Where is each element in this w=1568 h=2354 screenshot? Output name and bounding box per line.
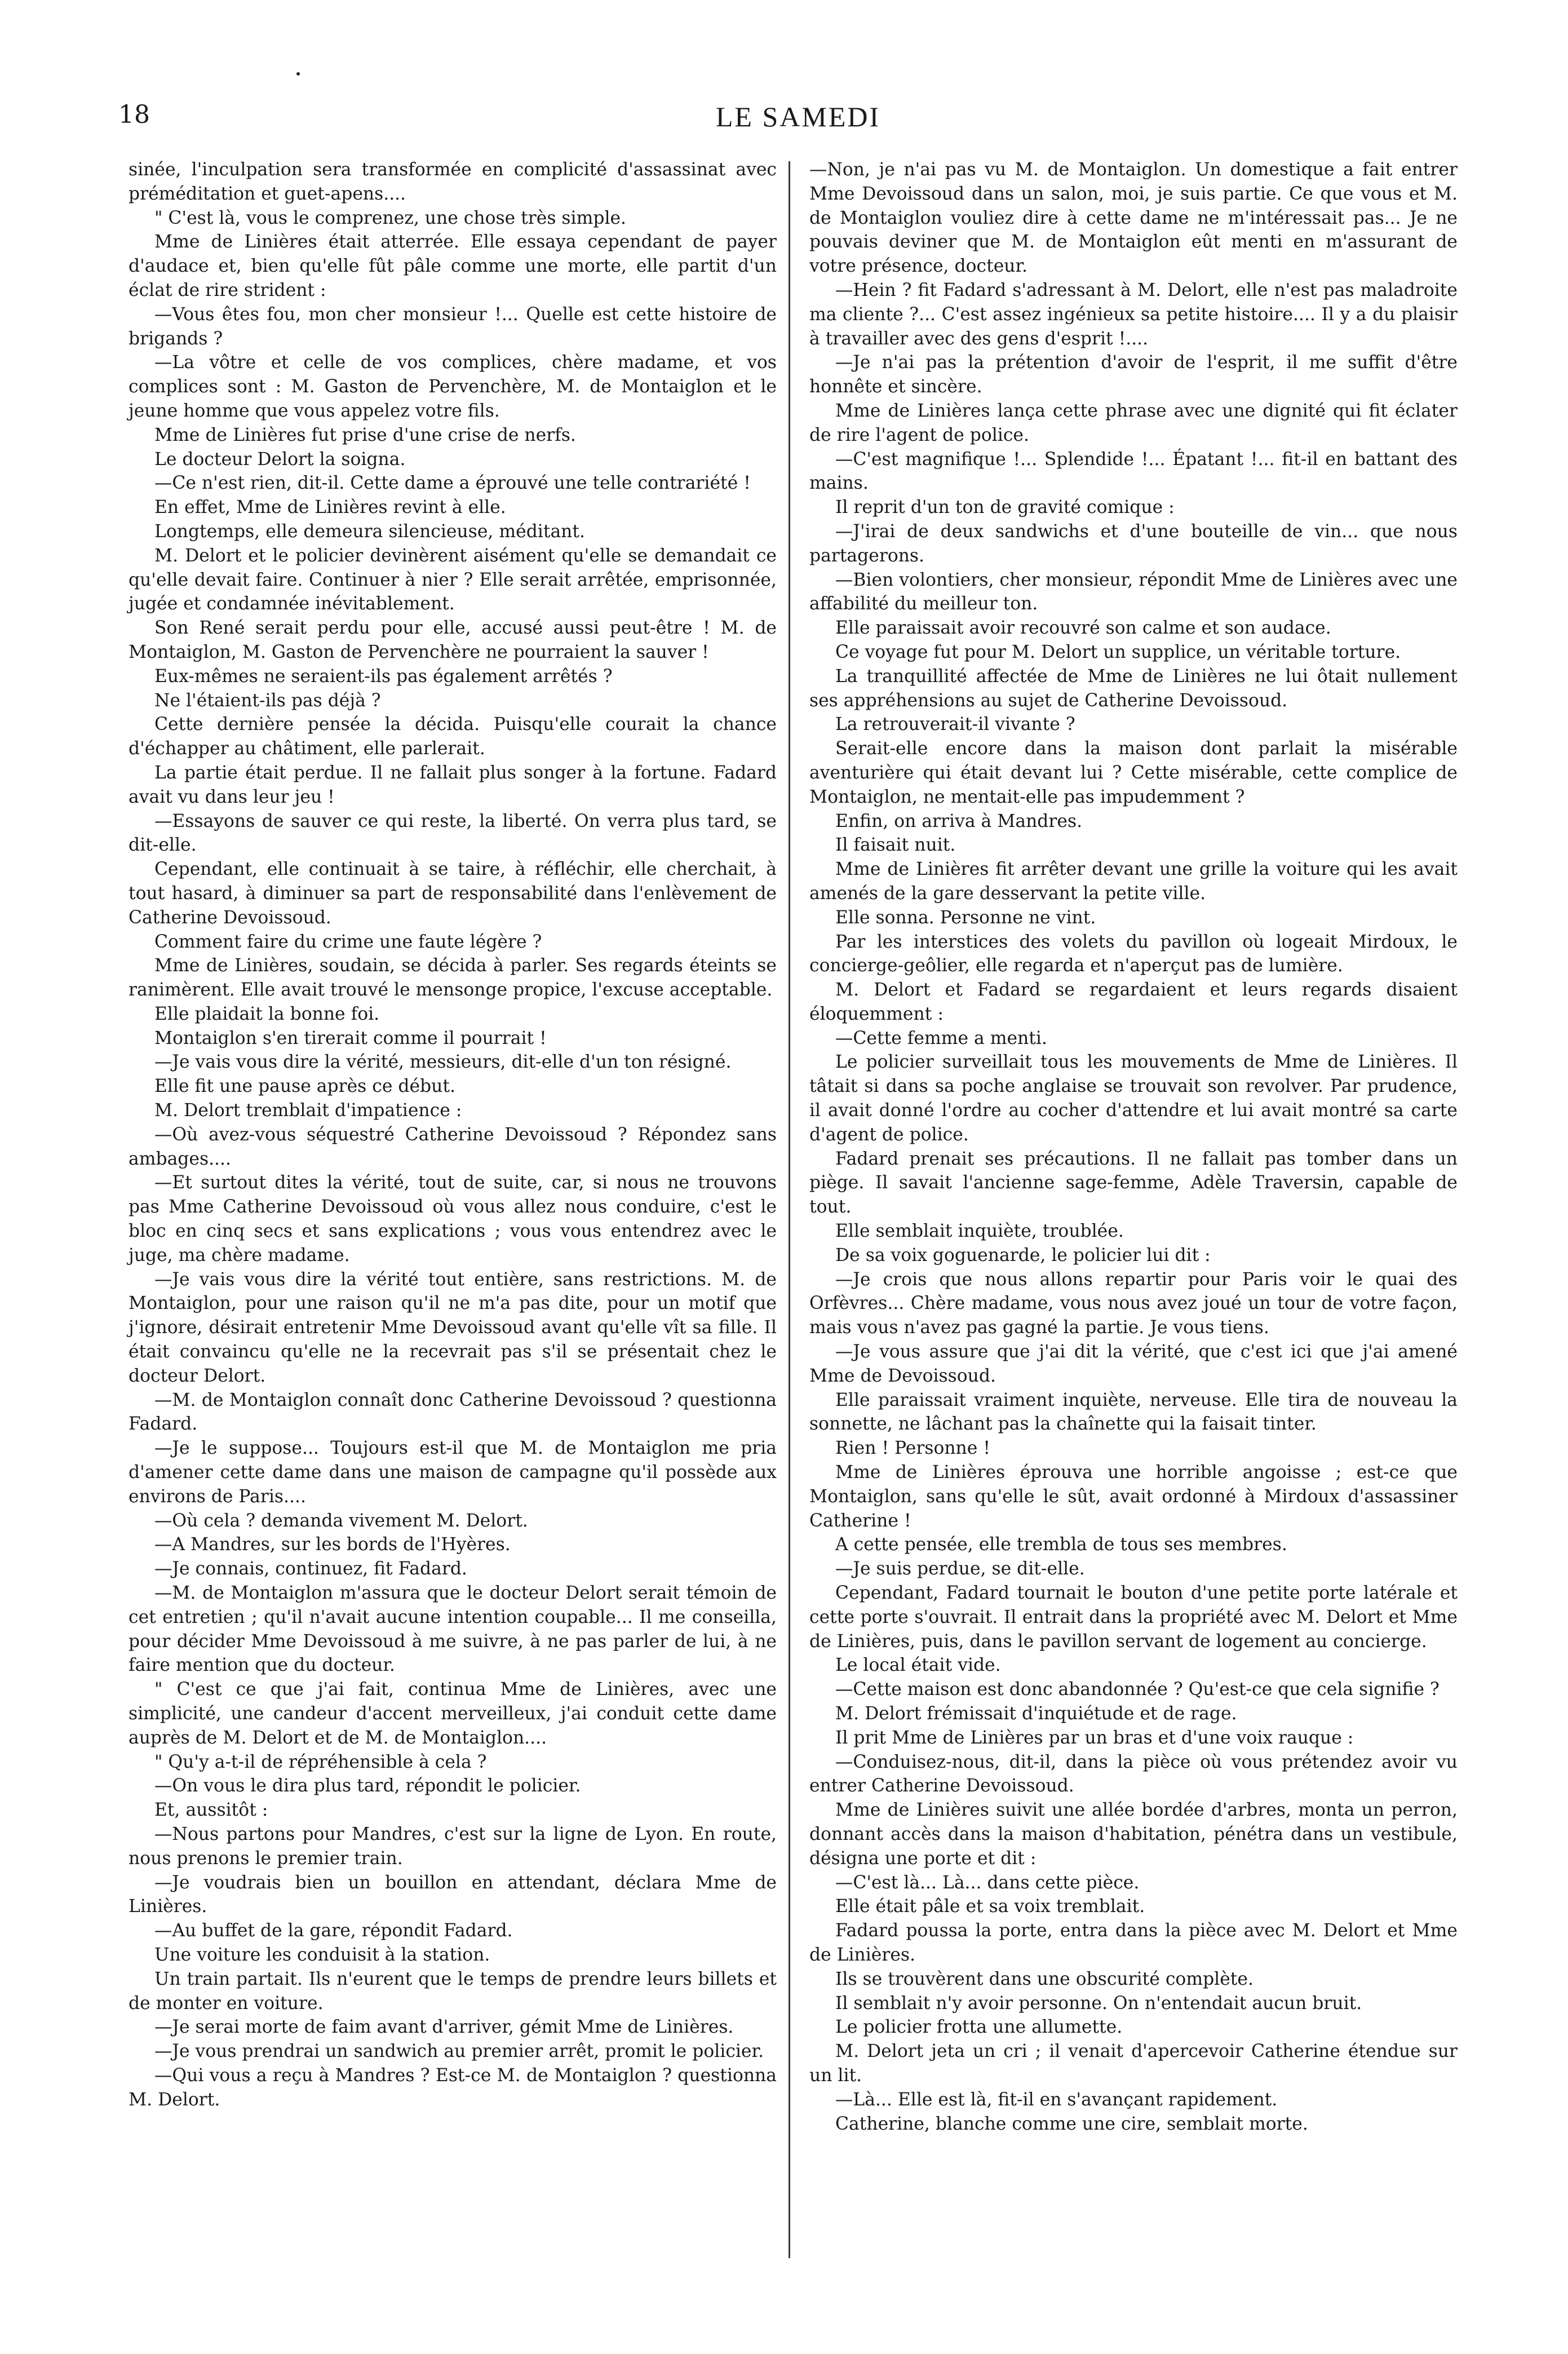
- paragraph: —Vous êtes fou, mon cher monsieur !... Quelle est cette histoire de brigands ?: [129, 304, 777, 349]
- paragraph: M. Delort et Fadard se regardaient et leurs regards disaient éloquemment :: [809, 980, 1458, 1024]
- paragraph: Ne l'étaient-ils pas déjà ?: [154, 690, 381, 711]
- paragraph: —Là... Elle est là, fit-il en s'avançant rapidement.: [835, 2089, 1278, 2110]
- paragraph: M. Delort et le policier devinèrent aisément qu'elle se demandait ce qu'elle devait faire. Continuer à nier ? Elle serait arrêtée, emprisonnée, jugée et condamnée inévitablement.: [129, 545, 777, 614]
- paragraph: —C'est là... Là... dans cette pièce.: [835, 1872, 1140, 1893]
- paragraph: Fadard poussa la porte, entra dans la pièce avec M. Delort et Mme de Linières.: [809, 1921, 1458, 1965]
- page-number: 18: [118, 100, 150, 129]
- paragraph: —A Mandres, sur les bords de l'Hyères.: [154, 1534, 511, 1555]
- paragraph: Un train partait. Ils n'eurent que le temps de prendre leurs billets et de monter en voiture.: [129, 1968, 777, 2014]
- paragraph: Montaiglon s'en tirerait comme il pourrait !: [154, 1028, 547, 1048]
- paragraph: " C'est là, vous le comprenez, une chose très simple.: [154, 207, 627, 228]
- paragraph: —Je vais vous dire la vérité, messieurs, dit-elle d'un ton résigné.: [154, 1052, 732, 1073]
- paragraph: Cependant, elle continuait à se taire, à réfléchir, elle cherchait, à tout hasard, à diminuer sa part de responsabilité dans l'enlèvement de Catherine Devoissoud.: [129, 859, 777, 928]
- paragraph: Cependant, Fadard tournait le bouton d'une petite porte latérale et cette porte s'ouvrait. Il entrait dans la propriété avec M. Delort et Mme de Linières, puis, dans le pavillon servant de logement au concierge.: [809, 1583, 1458, 1652]
- paragraph: —Au buffet de la gare, répondit Fadard.: [154, 1921, 513, 1941]
- paragraph: Le local était vide.: [835, 1655, 1001, 1676]
- paragraph: Il semblait n'y avoir personne. On n'entendait aucun bruit.: [835, 1993, 1362, 2014]
- paragraph: M. Delort tremblait d'impatience :: [154, 1100, 462, 1121]
- paragraph: Il prit Mme de Linières par un bras et d'une voix rauque :: [835, 1727, 1354, 1748]
- paragraph: Son René serait perdu pour elle, accusé aussi peut-être ! M. de Montaiglon, M. Gaston de Pervenchère ne pourraient la sauver !: [129, 618, 777, 662]
- paragraph: Catherine, blanche comme une cire, semblait morte.: [835, 2113, 1308, 2134]
- paragraph: Le policier frotta une allumette.: [835, 2017, 1123, 2038]
- paragraph: Elle plaidait la bonne foi.: [154, 1003, 380, 1024]
- paragraph: —Cette femme a menti.: [835, 1028, 1047, 1048]
- right-column: [809, 158, 1458, 2136]
- paragraph: —Nous partons pour Mandres, c'est sur la ligne de Lyon. En route, nous prenons le premier train.: [129, 1824, 777, 1869]
- paragraph: —Ce n'est rien, dit-il. Cette dame a éprouvé une telle contrariété !: [154, 473, 751, 494]
- paragraph: —Je vous assure que j'ai dit la vérité, que c'est ici que j'ai amené Mme de Devoissoud.: [809, 1342, 1458, 1386]
- paragraph: Le policier surveillait tous les mouvements de Mme de Linières. Il tâtait si dans sa poche anglaise se trouvait son revolver. Par prudence, il avait donné l'ordre au cocher d'attendre et lui avait montré sa carte d'agent de police.: [809, 1052, 1458, 1145]
- paragraph: —M. de Montaiglon m'assura que le docteur Delort serait témoin de cet entretien ; qu'il n'avait aucune intention coupable... Il me conseilla, pour décider Mme Devoissoud à me suivre, à ne pas parler de lui, à ne faire mention que du docteur.: [129, 1583, 777, 1676]
- paragraph: —Je le suppose... Toujours est-il que M. de Montaiglon me pria d'amener cette dame dans une maison de campagne qu'il possède aux environs de Paris....: [129, 1438, 777, 1507]
- paragraph: —La vôtre et celle de vos complices, chère madame, et vos complices sont : M. Gaston de Pervenchère, M. de Montaiglon et le jeune homme que vous appelez votre fils.: [129, 352, 777, 421]
- paragraph: Longtemps, elle demeura silencieuse, méditant.: [154, 521, 585, 542]
- journal-title: LE SAMEDI: [715, 101, 881, 132]
- paragraph: —Je connais, continuez, fit Fadard.: [154, 1559, 467, 1579]
- paragraph: Elle semblait inquiète, troublée.: [835, 1221, 1124, 1242]
- paragraph: Une voiture les conduisit à la station.: [154, 1944, 490, 1965]
- paragraph: —Je vais vous dire la vérité tout entière, sans restrictions. M. de Montaiglon, pour une raison qu'il ne m'a pas dite, pour un motif que j'ignore, désirait entretenir Mme Devoissoud avant qu'elle vît sa fille. Il était convaincu qu'elle ne la recevrait pas s'il se présentait chez le docteur Delort.: [129, 1269, 777, 1386]
- paragraph: Mme de Linières éprouva une horrible angoisse ; est-ce que Montaiglon, sans qu'elle le sût, avait ordonné à Mirdoux d'assassiner Catherine !: [809, 1462, 1458, 1531]
- paragraph: Rien ! Personne !: [835, 1438, 990, 1459]
- paragraph: Le docteur Delort la soigna.: [154, 449, 406, 470]
- paragraph: Eux-mêmes ne seraient-ils pas également arrêtés ?: [154, 666, 613, 687]
- paragraph: —Où avez-vous séquestré Catherine Devoissoud ? Répondez sans ambages....: [129, 1124, 777, 1169]
- paragraph: Il reprit d'un ton de gravité comique :: [835, 497, 1175, 518]
- paragraph: Serait-elle encore dans la maison dont parlait la misérable aventurière qui était devant lui ? Cette misérable, cette complice de Montaiglon, ne mentait-elle pas impudemment ?: [809, 738, 1458, 807]
- paragraph: —Essayons de sauver ce qui reste, la liberté. On verra plus tard, se dit-elle.: [129, 811, 777, 856]
- paragraph: Par les interstices des volets du pavillon où logeait Mirdoux, le concierge-geôlier, elle regarda et n'aperçut pas de lumière.: [809, 931, 1458, 976]
- paragraph: " C'est ce que j'ai fait, continua Mme de Linières, avec une simplicité, une candeur d'accent merveilleux, j'ai conduit cette dame auprès de M. Delort et de M. de Montaiglon....: [129, 1679, 777, 1748]
- paragraph: Mme de Linières fit arrêter devant une grille la voiture qui les avait amenés de la gare desservant la petite ville.: [809, 859, 1458, 904]
- paragraph: Mme de Linières était atterrée. Elle essaya cependant de payer d'audace et, bien qu'elle fût pâle comme une morte, elle partit d'un éclat de rire strident :: [129, 232, 777, 300]
- paragraph: —Je voudrais bien un bouillon en attendant, déclara Mme de Linières.: [129, 1872, 777, 1917]
- paragraph: Elle paraissait avoir recouvré son calme et son audace.: [835, 618, 1331, 639]
- paragraph: Elle fit une pause après ce début.: [154, 1076, 455, 1097]
- paragraph: Ce voyage fut pour M. Delort un supplice, un véritable torture.: [835, 641, 1401, 662]
- paragraph: En effet, Mme de Linières revint à elle.: [154, 497, 506, 518]
- paragraph: De sa voix goguenarde, le policier lui dit :: [835, 1245, 1211, 1266]
- paragraph: —J'irai de deux sandwichs et d'une bouteille de vin... que nous partagerons.: [809, 521, 1458, 566]
- paragraph: La partie était perdue. Il ne fallait plus songer à la fortune. Fadard avait vu dans leur jeu !: [129, 762, 777, 807]
- paragraph: Cette dernière pensée la décida. Puisqu'elle courait la chance d'échapper au châtiment, elle parlerait.: [129, 714, 777, 759]
- paragraph: —Hein ? fit Fadard s'adressant à M. Delort, elle n'est pas maladroite ma cliente ?... C'est assez ingénieux sa petite histoire.... Il y a du plaisir à travailler avec des gens d'esprit !....: [809, 280, 1458, 349]
- page-header: [118, 100, 1478, 140]
- paragraph: Enfin, on arriva à Mandres.: [835, 811, 1083, 831]
- paragraph: Fadard prenait ses précautions. Il ne fallait pas tomber dans un piège. Il savait l'ancienne sage-femme, Adèle Traversin, capable de tout.: [809, 1148, 1458, 1218]
- paragraph: —Je suis perdue, se dit-elle.: [835, 1559, 1085, 1579]
- paragraph: Mme de Linières, soudain, se décida à parler. Ses regards éteints se ranimèrent. Elle avait trouvé le mensonge propice, l'excuse acceptable.: [129, 955, 777, 1001]
- paragraph: —C'est magnifique !... Splendide !... Épatant !... fit-il en battant des mains.: [809, 449, 1458, 494]
- paragraph: —Bien volontiers, cher monsieur, répondit Mme de Linières avec une affabilité du meilleur ton.: [809, 569, 1458, 614]
- print-mark: [296, 72, 300, 76]
- paragraph: Comment faire du crime une faute légère ?: [154, 931, 542, 952]
- paragraph: —Non, je n'ai pas vu M. de Montaiglon. Un domestique a fait entrer Mme Devoissoud dans un salon, moi, je suis partie. Ce que vous et M. de Montaiglon vouliez dire à cette dame ne m'intéressait pas... Je ne pouvais deviner que M. de Montaiglon eût menti en m'assurant de votre présence, docteur.: [809, 160, 1458, 277]
- paragraph: —Où cela ? demanda vivement M. Delort.: [154, 1510, 528, 1531]
- column-divider: [789, 161, 790, 2258]
- paragraph: sinée, l'inculpation sera transformée en complicité d'assassinat avec préméditation et guet-apens....: [129, 160, 777, 204]
- paragraph: Et, aussitôt :: [154, 1800, 268, 1821]
- paragraph: —Et surtout dites la vérité, tout de suite, car, si nous ne trouvons pas Mme Catherine Devoissoud où vous allez nous conduire, c'est le bloc en cinq secs et sans explications ; vous vous entendrez avec le juge, ma chère madame.: [129, 1172, 777, 1266]
- left-column: [129, 158, 777, 2112]
- paragraph: Elle paraissait vraiment inquiète, nerveuse. Elle tira de nouveau la sonnette, ne lâchant pas la chaînette qui la faisait tinter.: [809, 1390, 1458, 1435]
- paragraph: —Je crois que nous allons repartir pour Paris voir le quai des Orfèvres... Chère madame, vous nous avez joué un tour de votre façon, mais vous n'avez pas gagné la partie. Je vous tiens.: [809, 1269, 1458, 1338]
- paragraph: Elle sonna. Personne ne vint.: [835, 907, 1096, 928]
- paragraph: Mme de Linières lança cette phrase avec une dignité qui fit éclater de rire l'agent de police.: [809, 400, 1458, 445]
- paragraph: —Je vous prendrai un sandwich au premier arrêt, promit le policier.: [154, 2041, 764, 2062]
- paragraph: —On vous le dira plus tard, répondit le policier.: [154, 1776, 581, 1797]
- paragraph: " Qu'y a-t-il de répréhensible à cela ?: [154, 1751, 487, 1772]
- paragraph: Il faisait nuit.: [835, 835, 956, 856]
- paragraph: Ils se trouvèrent dans une obscurité complète.: [835, 1968, 1253, 1989]
- paragraph: A cette pensée, elle trembla de tous ses membres.: [835, 1534, 1287, 1555]
- paragraph: Mme de Linières fut prise d'une crise de nerfs.: [154, 424, 576, 445]
- paragraph: —M. de Montaiglon connaît donc Catherine Devoissoud ? questionna Fadard.: [129, 1390, 777, 1435]
- paragraph: La retrouverait-il vivante ?: [835, 714, 1075, 735]
- paragraph: M. Delort frémissait d'inquiétude et de rage.: [835, 1703, 1237, 1724]
- paragraph: —Cette maison est donc abandonnée ? Qu'est-ce que cela signifie ?: [835, 1679, 1439, 1700]
- paragraph: —Conduisez-nous, dit-il, dans la pièce où vous prétendez avoir vu entrer Catherine Devoissoud.: [809, 1751, 1458, 1797]
- paragraph: Elle était pâle et sa voix tremblait.: [835, 1896, 1145, 1917]
- paragraph: —Je serai morte de faim avant d'arriver, gémit Mme de Linières.: [154, 2017, 734, 2038]
- paragraph: —Qui vous a reçu à Mandres ? Est-ce M. de Montaiglon ? questionna M. Delort.: [129, 2065, 777, 2110]
- paragraph: La tranquillité affectée de Mme de Linières ne lui ôtait nullement ses appréhensions au sujet de Catherine Devoissoud.: [809, 666, 1458, 711]
- paragraph: M. Delort jeta un cri ; il venait d'apercevoir Catherine étendue sur un lit.: [809, 2041, 1458, 2086]
- paragraph: Mme de Linières suivit une allée bordée d'arbres, monta un perron, donnant accès dans la maison d'habitation, pénétra dans un vestibule, désigna une porte et dit :: [809, 1800, 1458, 1869]
- paragraph: —Je n'ai pas la prétention d'avoir de l'esprit, il me suffit d'être honnête et sincère.: [809, 352, 1458, 397]
